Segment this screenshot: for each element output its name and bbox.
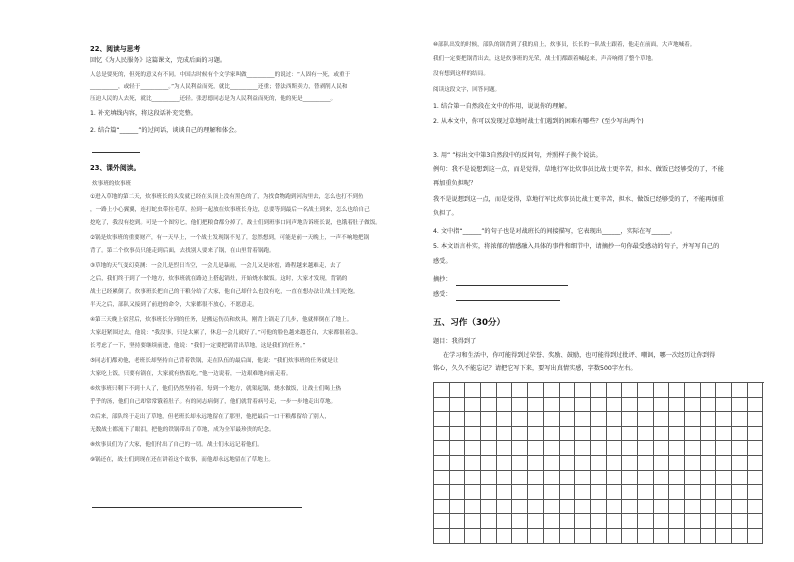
grid-cell[interactable] — [544, 383, 560, 398]
grid-cell[interactable] — [575, 529, 591, 544]
grid-cell[interactable] — [465, 485, 481, 500]
grid-cell[interactable] — [685, 456, 701, 471]
grid-cell[interactable] — [716, 500, 732, 515]
grid-cell[interactable] — [465, 514, 481, 529]
essay-prompt: 在学习和生活中，你可能得到过荣誉、奖励、鼓励，也可能得到过批评、嘲讽，哪一次经历让你到得 — [443, 352, 716, 359]
grid-cell[interactable] — [575, 412, 591, 427]
grid-cell[interactable] — [716, 514, 732, 529]
grid-cell[interactable] — [465, 383, 481, 398]
grid-cell[interactable] — [591, 383, 607, 398]
grid-cell[interactable] — [560, 427, 576, 442]
q3-example — [433, 166, 724, 174]
grid-cell[interactable] — [716, 456, 732, 471]
grid-cell[interactable] — [544, 456, 560, 471]
grid-cell[interactable] — [701, 485, 717, 500]
grid-cell[interactable] — [732, 471, 748, 486]
grid-cell[interactable] — [748, 485, 764, 500]
grid-cell[interactable] — [716, 471, 732, 486]
grid-cell[interactable] — [685, 500, 701, 515]
grid-cell[interactable] — [465, 398, 481, 413]
reading-line: ①进入草地的第二天，炊事班长的头发就已经在头顶上没有黑色的了，为找食物跑到河沟里去，怎么也打不到鱼 — [90, 194, 364, 200]
grid-cell[interactable] — [654, 529, 670, 544]
grid-cell[interactable] — [591, 412, 607, 427]
grid-cell[interactable] — [622, 529, 638, 544]
grid-cell[interactable] — [622, 412, 638, 427]
grid-cell[interactable] — [560, 471, 576, 486]
grid-cell[interactable] — [434, 383, 450, 398]
grid-cell[interactable] — [685, 398, 701, 413]
grid-cell[interactable] — [575, 383, 591, 398]
grid-cell[interactable] — [732, 383, 748, 398]
grid-cell[interactable] — [732, 514, 748, 529]
grid-cell[interactable] — [607, 485, 623, 500]
grid-cell[interactable] — [465, 441, 481, 456]
grid-cell[interactable] — [575, 456, 591, 471]
question-1: 1. 结合第一自然段在文中的作用，说说你的理解。 — [433, 103, 571, 110]
grid-cell[interactable] — [512, 471, 528, 486]
grid-cell[interactable] — [732, 427, 748, 442]
grid-cell[interactable] — [685, 383, 701, 398]
grid-cell[interactable] — [622, 441, 638, 456]
grid-cell[interactable] — [544, 398, 560, 413]
grid-cell[interactable] — [434, 500, 450, 515]
grid-cell[interactable] — [638, 500, 654, 515]
reading-line: 大家赶紧围过去，他说：“我没事，只是太累了，休息一会儿就好了。”可他的脸色越来越苍白，大家都很着急。 — [90, 330, 362, 336]
grid-cell[interactable] — [575, 471, 591, 486]
grid-cell[interactable] — [701, 529, 717, 544]
writing-grid[interactable] — [433, 382, 764, 544]
grid-cell[interactable] — [512, 485, 528, 500]
grid-cell[interactable] — [450, 500, 466, 515]
grid-cell[interactable] — [669, 514, 685, 529]
grid-cell[interactable] — [512, 383, 528, 398]
grid-cell[interactable] — [560, 456, 576, 471]
grid-cell[interactable] — [481, 383, 497, 398]
grid-cell[interactable] — [497, 500, 513, 515]
grid-cell[interactable] — [607, 471, 623, 486]
q3-example-label: 例句： — [433, 166, 452, 173]
grid-row — [434, 398, 764, 413]
grid-cell[interactable] — [560, 398, 576, 413]
grid-cell[interactable] — [481, 456, 497, 471]
grid-cell[interactable] — [716, 529, 732, 544]
grid-cell[interactable] — [685, 485, 701, 500]
q22-task-2: 2. 结合篇“______”的过问话，谈谈自己的理解和体会。 — [90, 127, 241, 134]
q22-passage-line: 压迫人民的人去死，就比__________还轻。张思德同志是为人民利益而死的，他的死是__________。 — [90, 96, 337, 102]
grid-cell[interactable] — [544, 500, 560, 515]
grid-cell[interactable] — [607, 456, 623, 471]
reading-line: 背了。第二个炊事员只能走到后面，去找别人要来了锅，在山里背着锅跑。 — [90, 248, 275, 254]
grid-cell[interactable] — [716, 427, 732, 442]
grid-cell[interactable] — [654, 485, 670, 500]
grid-cell[interactable] — [434, 441, 450, 456]
grid-cell[interactable] — [544, 427, 560, 442]
grid-cell[interactable] — [528, 529, 544, 544]
grid-cell[interactable] — [465, 471, 481, 486]
grid-cell[interactable] — [716, 441, 732, 456]
grid-cell[interactable] — [450, 485, 466, 500]
grid-cell[interactable] — [732, 456, 748, 471]
grid-cell[interactable] — [669, 398, 685, 413]
grid-cell[interactable] — [560, 441, 576, 456]
grid-cell[interactable] — [591, 529, 607, 544]
reading-line: ⑩部队出发的时候，部队的锅背到了我的肩上，炊事员，长长的一队战士跟着，他走在前面，大声地喊着。 — [433, 42, 696, 48]
grid-cell[interactable] — [512, 514, 528, 529]
grid-cell[interactable] — [481, 485, 497, 500]
grid-cell[interactable] — [669, 500, 685, 515]
grid-cell[interactable] — [685, 412, 701, 427]
grid-cell[interactable] — [512, 398, 528, 413]
grid-cell[interactable] — [450, 427, 466, 442]
grid-cell[interactable] — [512, 427, 528, 442]
grid-cell[interactable] — [528, 471, 544, 486]
grid-cell[interactable] — [528, 456, 544, 471]
grid-cell[interactable] — [450, 398, 466, 413]
grid-cell[interactable] — [654, 456, 670, 471]
reading-line: ⑤同志们都劝他，老班长却坚持自己背着铁锅，走在队伍的最后面，他说：“我们炊事班的任务就是让 — [90, 358, 339, 364]
underline-rule — [92, 507, 302, 508]
grid-cell[interactable] — [732, 485, 748, 500]
grid-cell[interactable] — [669, 456, 685, 471]
q23-heading: 23、课外阅读。 — [90, 164, 141, 172]
grid-cell[interactable] — [748, 500, 764, 515]
grid-cell[interactable] — [622, 471, 638, 486]
grid-cell[interactable] — [716, 485, 732, 500]
grid-cell[interactable] — [607, 412, 623, 427]
grid-cell[interactable] — [512, 500, 528, 515]
reading-line: 挖吃了，我没有挖到。可是一个图穷匕，他们把粮食都分掉了，战士们到班事口同声地告诉班长说，也饿着肚子做饭。 — [90, 220, 381, 226]
reading-line: ②锅是炊事班的重要财产，有一天早上，一个战士发现锅不见了，忽然想到，可能是前一天晚上，一声不响地把锅 — [90, 235, 370, 241]
grid-cell[interactable] — [528, 500, 544, 515]
reading-line: 我们一定要把锅背出去，这是炊事班的光荣，战士们都跟着喊起来，声音响彻了整个草地。 — [433, 56, 657, 62]
grid-cell[interactable] — [497, 514, 513, 529]
grid-row — [434, 383, 764, 398]
grid-cell[interactable] — [607, 441, 623, 456]
q22-heading: 22、阅读与思考 — [90, 45, 141, 53]
grid-cell[interactable] — [716, 412, 732, 427]
grid-cell[interactable] — [528, 514, 544, 529]
grid-cell[interactable] — [701, 383, 717, 398]
answer-line[interactable] — [92, 152, 140, 153]
grid-cell[interactable] — [528, 485, 544, 500]
grid-cell[interactable] — [701, 471, 717, 486]
grid-cell[interactable] — [528, 398, 544, 413]
reading-line: 没有想到这样的结局。 — [433, 71, 489, 77]
excerpt-answer-line[interactable] — [456, 285, 568, 286]
grid-cell[interactable] — [638, 427, 654, 442]
grid-row — [434, 456, 764, 471]
grid-cell[interactable] — [732, 412, 748, 427]
grid-cell[interactable] — [450, 529, 466, 544]
grid-cell[interactable] — [638, 383, 654, 398]
grid-cell[interactable] — [434, 398, 450, 413]
grid-cell[interactable] — [638, 485, 654, 500]
grid-cell[interactable] — [544, 529, 560, 544]
question-5-cont: 感受。 — [433, 258, 452, 265]
grid-cell[interactable] — [544, 471, 560, 486]
grid-cell[interactable] — [560, 529, 576, 544]
grid-cell[interactable] — [465, 427, 481, 442]
q3-model: 我不是说想到这一点，而是觉得，草地行军比炊事员比战士更辛苦，担水、做饭已经够受的了，不能再加重 — [433, 196, 724, 203]
feeling-label: 感受： — [433, 291, 452, 298]
grid-cell[interactable] — [748, 427, 764, 442]
grid-cell[interactable] — [732, 529, 748, 544]
reading-line: 之后，我们终于到了一个地方，炊事班就在路边上搭起锅灶，开始烧水做饭。这时，大家才发现，背锅的 — [90, 276, 348, 282]
reading-line: 半天之后，部队又接到了前进的命令，大家都很不放心，不愿意走。 — [90, 302, 258, 308]
grid-cell[interactable] — [638, 398, 654, 413]
grid-cell[interactable] — [560, 412, 576, 427]
grid-cell[interactable] — [607, 514, 623, 529]
grid-cell[interactable] — [607, 529, 623, 544]
grid-cell[interactable] — [607, 500, 623, 515]
reading-line: 战士已经累倒了。炊事班长把自己的干粮分给了大家，他自己却什么也没有吃，一直在想办法让战士们吃饱。 — [90, 289, 359, 295]
grid-cell[interactable] — [591, 456, 607, 471]
grid-row — [434, 485, 764, 500]
grid-cell[interactable] — [622, 383, 638, 398]
grid-cell[interactable] — [701, 500, 717, 515]
reading-line: ⑧炊事员们为了大家，他们付出了自己的一切。战士们永远记着他们。 — [90, 442, 263, 448]
grid-cell[interactable] — [701, 398, 717, 413]
grid-cell[interactable] — [575, 514, 591, 529]
grid-cell[interactable] — [434, 471, 450, 486]
grid-cell[interactable] — [669, 471, 685, 486]
grid-row — [434, 471, 764, 486]
grid-cell[interactable] — [654, 427, 670, 442]
grid-cell[interactable] — [748, 398, 764, 413]
grid-cell[interactable] — [654, 412, 670, 427]
grid-cell[interactable] — [434, 514, 450, 529]
grid-cell[interactable] — [465, 529, 481, 544]
grid-cell[interactable] — [732, 441, 748, 456]
grid-cell[interactable] — [481, 427, 497, 442]
grid-row — [434, 529, 764, 544]
grid-cell[interactable] — [497, 383, 513, 398]
grid-cell[interactable] — [434, 485, 450, 500]
grid-cell[interactable] — [607, 427, 623, 442]
feeling-answer-line[interactable] — [456, 300, 560, 301]
q22-passage-line: 人总是要死的，但死的意义有不同。中国古时候有个文学家叫做__________的说过：“人固有一死，或重于 — [90, 72, 351, 78]
grid-cell[interactable] — [685, 441, 701, 456]
grid-cell[interactable] — [669, 427, 685, 442]
q22-passage-line: __________，或轻于__________。”为人民利益而死，就比__________还重；替法西斯卖力，替剥削人民和 — [90, 84, 348, 90]
grid-cell[interactable] — [512, 529, 528, 544]
grid-row — [434, 412, 764, 427]
reading-line: 乎乎的汤，他们自己却常常饿着肚子。有的同志病倒了，他们就背着病号走，一步一步地走出草地。 — [90, 399, 337, 405]
grid-cell[interactable] — [638, 456, 654, 471]
grid-cell[interactable] — [434, 412, 450, 427]
grid-row — [434, 500, 764, 515]
grid-cell[interactable] — [622, 398, 638, 413]
reading-line: ⑦后来，部队终于走出了草地，但老班长却永远地留在了那里，他把最后一口干粮都留给了别人， — [90, 414, 330, 420]
grid-cell[interactable] — [575, 427, 591, 442]
grid-cell[interactable] — [450, 412, 466, 427]
grid-cell[interactable] — [701, 441, 717, 456]
grid-cell[interactable] — [560, 500, 576, 515]
grid-cell[interactable] — [607, 398, 623, 413]
grid-cell[interactable] — [654, 398, 670, 413]
q3-model-cont: 负担了。 — [433, 210, 458, 217]
grid-cell[interactable] — [575, 500, 591, 515]
grid-cell[interactable] — [497, 427, 513, 442]
grid-cell[interactable] — [575, 441, 591, 456]
grid-cell[interactable] — [669, 412, 685, 427]
grid-cell[interactable] — [638, 471, 654, 486]
grid-cell[interactable] — [685, 427, 701, 442]
grid-cell[interactable] — [701, 514, 717, 529]
grid-cell[interactable] — [716, 398, 732, 413]
grid-cell[interactable] — [622, 514, 638, 529]
grid-cell[interactable] — [685, 514, 701, 529]
grid-cell[interactable] — [481, 412, 497, 427]
grid-cell[interactable] — [748, 471, 764, 486]
grid-cell[interactable] — [669, 441, 685, 456]
grid-cell[interactable] — [497, 441, 513, 456]
grid-cell[interactable] — [528, 383, 544, 398]
grid-cell[interactable] — [701, 427, 717, 442]
grid-cell[interactable] — [591, 485, 607, 500]
grid-cell[interactable] — [434, 427, 450, 442]
reading-line: ⑥炊事班只剩下不到十人了，他们仍然坚持着，每到一个地方，就架起锅，烧水做饭，让战士们喝上热 — [90, 386, 342, 392]
grid-cell[interactable] — [591, 514, 607, 529]
grid-cell[interactable] — [481, 529, 497, 544]
grid-cell[interactable] — [732, 500, 748, 515]
reading-line: 大家吃上饭，只要有锅在，大家就有热饭吃。”他一边说着，一边艰难地向前走着。 — [90, 371, 292, 377]
grid-cell[interactable] — [654, 514, 670, 529]
grid-cell[interactable] — [544, 412, 560, 427]
q23-title: 炊事班的炊事班 — [92, 181, 132, 187]
grid-cell[interactable] — [748, 383, 764, 398]
grid-cell[interactable] — [669, 485, 685, 500]
grid-cell[interactable] — [512, 456, 528, 471]
grid-cell[interactable] — [497, 529, 513, 544]
grid-cell[interactable] — [450, 441, 466, 456]
grid-cell[interactable] — [654, 383, 670, 398]
q-instruction: 阅读这段文字，回答问题。 — [433, 87, 501, 93]
section-5-title: 五、习作（30分） — [433, 318, 506, 328]
grid-cell[interactable] — [654, 471, 670, 486]
grid-row — [434, 427, 764, 442]
reading-line: 无数战士都流下了眼泪，把他的铁锅带出了草地，成为全军最珍贵的纪念。 — [90, 427, 275, 433]
grid-cell[interactable] — [591, 441, 607, 456]
grid-cell[interactable] — [497, 456, 513, 471]
grid-cell[interactable] — [465, 456, 481, 471]
grid-cell[interactable] — [591, 500, 607, 515]
grid-cell[interactable] — [701, 456, 717, 471]
grid-cell[interactable] — [465, 500, 481, 515]
reading-line: ④第三天晚上宿营后，炊事班长分到的任务，是搬运伤员和炊具，刚背上锅走了几步，他就摔倒在了地上。 — [90, 317, 353, 323]
grid-cell[interactable] — [465, 412, 481, 427]
essay-topic: 题目：我得到了 — [433, 338, 477, 345]
grid-cell[interactable] — [560, 514, 576, 529]
grid-cell[interactable] — [669, 383, 685, 398]
grid-cell[interactable] — [748, 456, 764, 471]
question-5: 5. 本文语言朴实，将浓郁的情感融入具体的事件和细节中，请摘抄一句你最受感动的句子，并写写自己的 — [433, 243, 720, 250]
grid-cell[interactable] — [434, 456, 450, 471]
grid-cell[interactable] — [512, 441, 528, 456]
grid-cell[interactable] — [591, 398, 607, 413]
question-2: 2. 从本文中，你可以发现过草地时战士们遇到的困难有哪些？(至少写出两个) — [433, 118, 644, 125]
reading-line: ③草地的天气变幻莫测：一会儿是烈日当空，一会儿是暴雨，一会儿又是冰雹，路程越来越难走，去了 — [90, 263, 342, 269]
q22-task-1: 1. 补充填线内容，将这段话补充完整。 — [90, 110, 197, 117]
grid-cell[interactable] — [622, 427, 638, 442]
grid-cell[interactable] — [716, 383, 732, 398]
grid-cell[interactable] — [544, 441, 560, 456]
grid-cell[interactable] — [748, 441, 764, 456]
grid-cell[interactable] — [654, 441, 670, 456]
grid-cell[interactable] — [669, 529, 685, 544]
grid-cell[interactable] — [748, 412, 764, 427]
reading-line: ，一路上小心翼翼，连打蛇虫带拉毛草，拉到一起放在炊事班长身边，总要等到最后一名战士到来，怎么也给自己 — [90, 207, 370, 213]
grid-cell[interactable] — [497, 398, 513, 413]
excerpt-label: 摘抄： — [433, 276, 452, 283]
grid-cell[interactable] — [560, 383, 576, 398]
essay-prompt-cont: 铭心，久久不能忘记？请把它写下来，要写出真情实感，字数500字左右。 — [433, 365, 637, 372]
reading-line: ⑨锅还在，战士们到现在还在讲着这个故事，而他却永远地留在了草地上。 — [90, 457, 275, 463]
grid-cell[interactable] — [685, 471, 701, 486]
grid-cell[interactable] — [575, 398, 591, 413]
grid-cell[interactable] — [497, 412, 513, 427]
grid-cell[interactable] — [732, 398, 748, 413]
grid-cell[interactable] — [575, 485, 591, 500]
grid-cell[interactable] — [560, 485, 576, 500]
grid-cell[interactable] — [748, 514, 764, 529]
grid-cell[interactable] — [512, 412, 528, 427]
grid-cell[interactable] — [450, 471, 466, 486]
grid-cell[interactable] — [607, 383, 623, 398]
grid-cell[interactable] — [622, 456, 638, 471]
q3-example-cont: 再加重负担呢？ — [433, 180, 477, 187]
grid-cell[interactable] — [685, 529, 701, 544]
q22-intro: 回忆《为人民服务》这篇课文，完成后面的习题。 — [90, 57, 227, 64]
grid-cell[interactable] — [481, 398, 497, 413]
grid-cell[interactable] — [591, 427, 607, 442]
grid-cell[interactable] — [434, 529, 450, 544]
grid-cell[interactable] — [638, 529, 654, 544]
grid-cell[interactable] — [497, 471, 513, 486]
grid-cell[interactable] — [481, 514, 497, 529]
grid-cell[interactable] — [481, 471, 497, 486]
grid-cell[interactable] — [528, 427, 544, 442]
grid-cell[interactable] — [450, 456, 466, 471]
grid-cell[interactable] — [622, 500, 638, 515]
grid-cell[interactable] — [544, 485, 560, 500]
grid-cell[interactable] — [481, 441, 497, 456]
q3-example-text: 我不是说想到这一点，而是觉得，草地行军比炊事员比战士更辛苦，担水、做饭已经够受的了，不能 — [451, 166, 724, 173]
grid-cell[interactable] — [497, 485, 513, 500]
grid-cell[interactable] — [591, 471, 607, 486]
grid-cell[interactable] — [544, 514, 560, 529]
grid-row — [434, 514, 764, 529]
reading-line: 长考虑了一下，坚持要继续前进，他说：“我们一定要把锅背出草地，这是我们的任务。” — [90, 343, 306, 349]
grid-cell[interactable] — [450, 514, 466, 529]
grid-cell[interactable] — [622, 485, 638, 500]
grid-cell[interactable] — [638, 514, 654, 529]
grid-row — [434, 441, 764, 456]
grid-cell[interactable] — [748, 529, 764, 544]
grid-cell[interactable] — [528, 412, 544, 427]
grid-cell[interactable] — [701, 412, 717, 427]
grid-cell[interactable] — [450, 383, 466, 398]
grid-cell[interactable] — [638, 412, 654, 427]
grid-cell[interactable] — [481, 500, 497, 515]
grid-cell[interactable] — [638, 441, 654, 456]
grid-cell[interactable] — [654, 500, 670, 515]
question-3: 3. 用“ ”标出文中第3自然段中的反问句，并照样子换个说法。 — [433, 152, 602, 159]
question-4: 4. 文中指“______”的句子也是对战班长的间接描写，它表现出______，实际在写______。 — [433, 228, 677, 235]
grid-cell[interactable] — [528, 441, 544, 456]
